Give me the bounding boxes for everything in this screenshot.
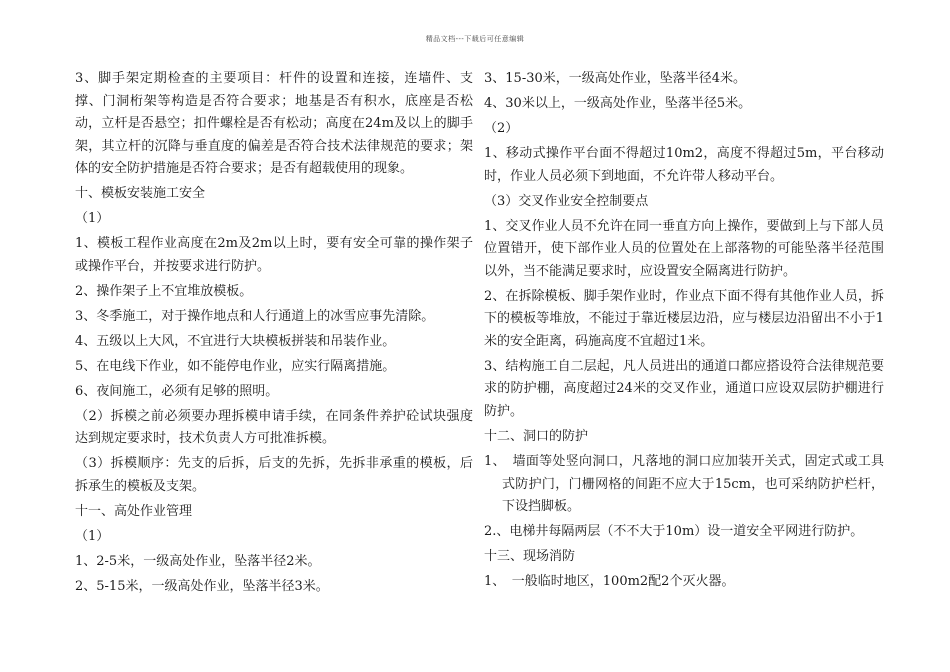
paragraph: 1、交叉作业人员不允许在同一垂直方向上操作，要做到上与下部人员位置错开，使下部作业人员的位置处在上部落物的可能坠落半径范围以外，当不能满足要求时，应设置安全隔离进行防护。: [484, 218, 884, 279]
section-heading: 十三、现场消防: [484, 549, 576, 565]
paragraph: 3、脚手架定期检查的主要项目：杆件的设置和连接，连墙件、支撑、门洞桁架等构造是否符合要求；地基是否有积水，底座是否松动，立杆是否悬空；扣件螺栓是否有松动；高度在24m及以上的脚手架，其立杆的沉降与垂直度的偏差是否符合技术法律规范的要求；架体的安全防护措施是否符合要求；是否有超载使用的现象。: [75, 71, 473, 177]
document-header-note: 精品文档---下载后可任意编辑: [425, 35, 525, 43]
section-heading: 十二、洞口的防护: [484, 429, 589, 445]
section-heading: 十一、高处作业管理: [75, 503, 193, 519]
paragraph: 1、 墙面等处竖向洞口，凡落地的洞口应加装开关式，固定式或工具式防护门，门栅网格的间距不应大于15cm，也可采纳防护栏杆，下设挡脚板。: [484, 454, 884, 515]
paragraph: 4、五级以上大风，不宜进行大块模板拼装和吊装作业。: [75, 333, 396, 349]
paragraph: 2.、电梯井每隔两层（不不大于10m）设一道安全平网进行防护。: [484, 524, 864, 540]
paragraph: 1、模板工程作业高度在2m及2m以上时，要有安全可靠的操作架子或操作平台，并按要求进行防护。: [75, 236, 473, 274]
paragraph: 4、30米以上，一级高处作业，坠落半径5米。: [484, 95, 752, 111]
section-heading: 十、模板安装施工安全: [75, 186, 206, 202]
paragraph: 1、 一般临时地区，100m2配2个灭火器。: [484, 574, 735, 590]
paragraph: （2）: [484, 120, 519, 136]
paragraph: （1）: [75, 528, 110, 544]
paragraph: 1、2-5米，一级高处作业，坠落半径2米。: [75, 553, 321, 569]
paragraph: 6、夜间施工，必须有足够的照明。: [75, 383, 279, 399]
paragraph: 3、冬季施工，对于操作地点和人行通道上的冰雪应事先清除。: [75, 308, 435, 324]
paragraph: 1、移动式操作平台面不得超过10m2，高度不得超过5m，平台移动时，作业人员必须下到地面，不允许带人移动平台。: [484, 145, 884, 184]
subsection-heading: （3）交叉作业安全控制要点: [484, 193, 649, 209]
right-text-column: [484, 68, 884, 596]
paragraph: （3）拆模顺序：先支的后拆，后支的先拆，先拆非承重的模板，后拆承生的模板及支架。: [75, 456, 473, 494]
paragraph: （1）: [75, 211, 110, 227]
paragraph: 3、15-30米，一级高处作业，坠落半径4米。: [484, 71, 747, 86]
paragraph: （2）拆模之前必须要办理拆模申请手续，在同条件养护砼试块强度达到规定要求时，技术负责人方可批准拆模。: [75, 408, 473, 447]
left-text-column: [75, 68, 473, 601]
paragraph: 2、5-15米，一级高处作业，坠落半径3米。: [75, 578, 329, 594]
paragraph: 5、在电线下作业，如不能停电作业，应实行隔离措施。: [75, 358, 396, 374]
paragraph: 2、在拆除模板、脚手架作业时，作业点下面不得有其他作业人员，拆下的模板等堆放，不能过于靠近楼层边沿，应与楼层边沿留出不小于1米的安全距离，码施高度不宜超过1米。: [484, 288, 884, 349]
paragraph: 3、结构施工自二层起，凡人员进出的通道口都应搭设符合法律规范要求的防护棚，高度超过24米的交叉作业，通道口应设双层防护棚进行防护。: [484, 358, 884, 420]
paragraph: 2、操作架子上不宜堆放模板。: [75, 283, 253, 299]
